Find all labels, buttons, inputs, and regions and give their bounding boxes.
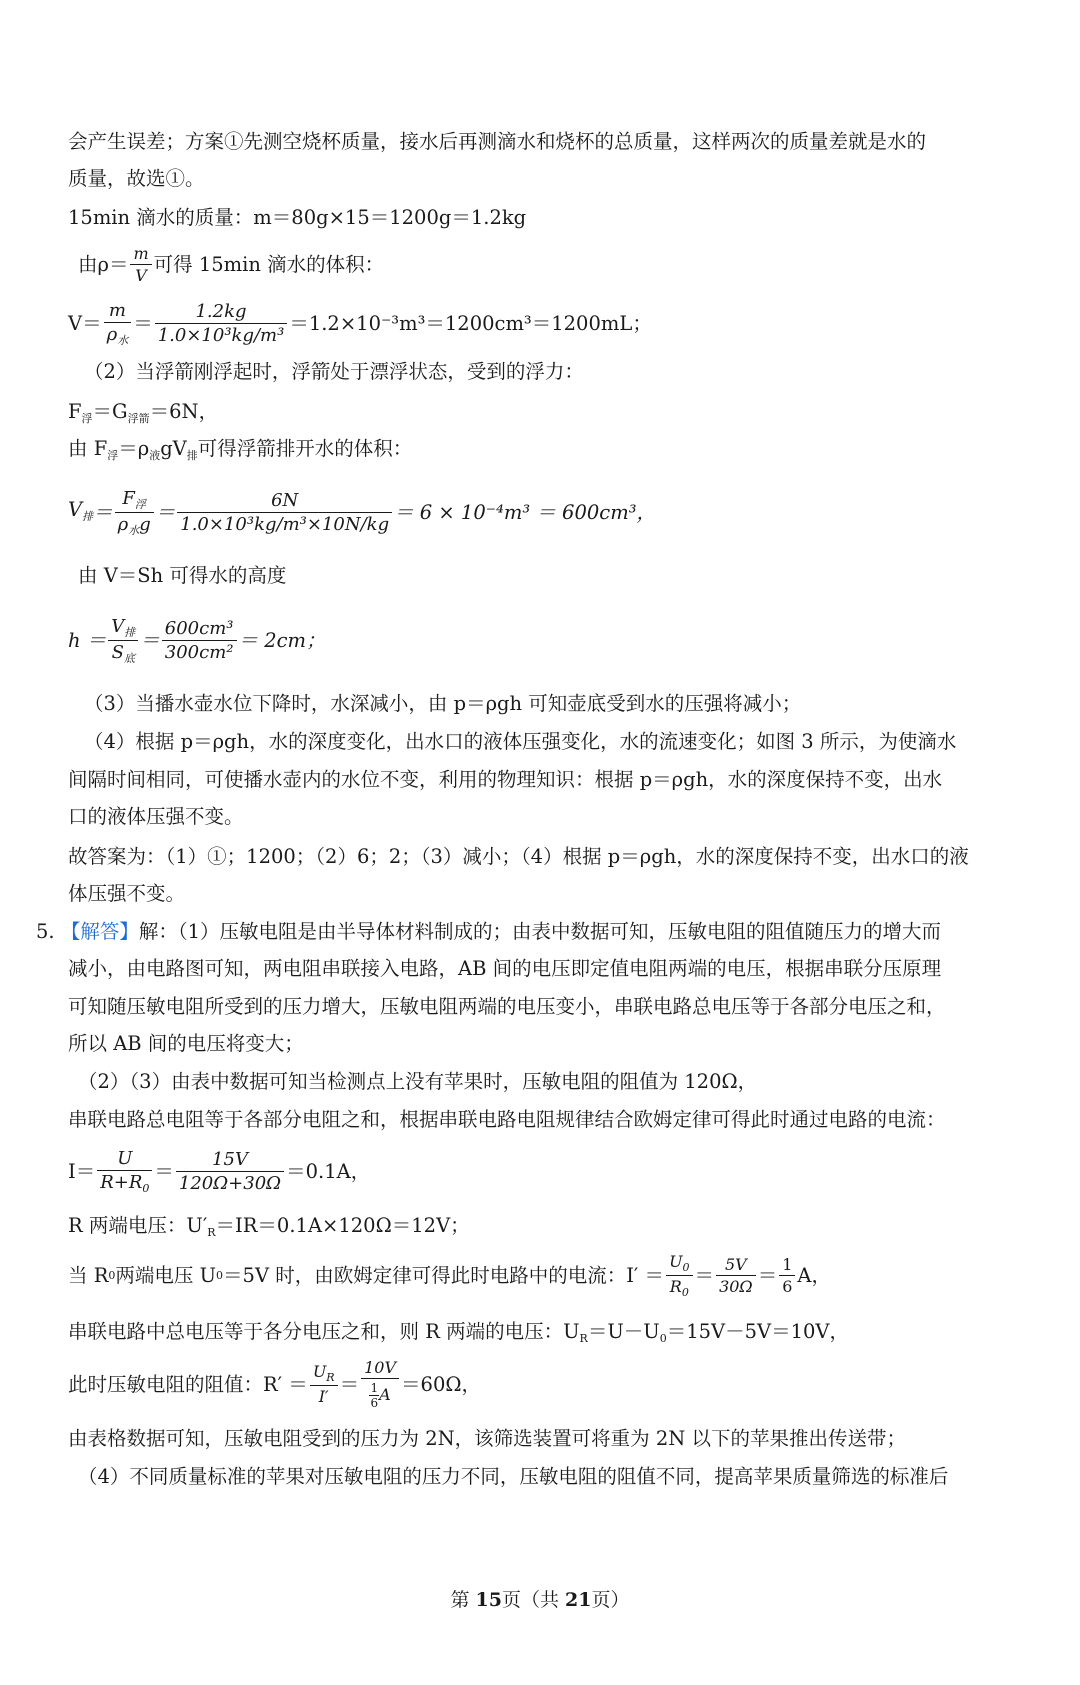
subscript: 0	[659, 1332, 667, 1345]
text-span: ＝ρ	[118, 437, 150, 460]
fraction	[130, 246, 151, 284]
text-span	[68, 496, 93, 531]
subscript: 0	[108, 1269, 116, 1282]
page-footer	[0, 1585, 1080, 1612]
numerator: m	[130, 246, 151, 265]
text-line: （3）当播水壶水位下降时，水深减小，由 p＝ρgh 可知壶底受到水的压强将减小；	[84, 692, 802, 715]
denominator	[108, 641, 138, 664]
fraction	[310, 1364, 338, 1405]
text-line: 质量，故选①。	[68, 167, 205, 190]
symbol: ρ	[117, 514, 129, 535]
text-span: 由 F	[68, 437, 108, 460]
text-span: ＝0.1A，	[286, 1160, 371, 1183]
symbol: F	[122, 488, 135, 509]
question-5-first-line	[36, 918, 996, 946]
symbol: g	[139, 514, 151, 535]
numerator: U	[97, 1150, 152, 1171]
symbol: R	[669, 1277, 682, 1296]
numerator	[666, 1254, 692, 1276]
text-line: 故答案为：（1）①；1200；（2）6；2；（3）减小；（4）根据 p＝ρgh，水的深度保持不变，出水口的液	[68, 845, 969, 868]
symbol: U	[312, 1362, 327, 1381]
text-span: ＝	[133, 312, 153, 335]
numerator: 1	[370, 1381, 379, 1395]
height-equation	[68, 618, 1028, 664]
question-number: 5.	[36, 920, 55, 943]
fraction	[115, 490, 154, 536]
text-span: 当 R	[68, 1264, 109, 1287]
subscript: R	[326, 1371, 335, 1384]
text-span: ＝	[339, 1372, 360, 1396]
numerator: m	[104, 302, 132, 323]
text-line	[68, 398, 1028, 433]
subscript: 排	[124, 626, 136, 639]
fraction	[155, 303, 288, 345]
fraction	[177, 492, 392, 534]
text-span: 第	[450, 1589, 476, 1611]
denominator: 300cm²	[164, 642, 234, 663]
text-span: A，	[797, 1264, 831, 1287]
text-span: ＝ 6 × 10⁻⁴m³ ＝ 600cm³，	[394, 501, 657, 524]
numerator: 6N	[177, 492, 392, 513]
fraction	[361, 1360, 399, 1409]
fraction	[104, 302, 132, 346]
denominator: 1.0×10³kg/m³	[157, 325, 285, 346]
text-line: （4）不同质量标准的苹果对压敏电阻的压力不同，压敏电阻的阻值不同，提高苹果质量筛选的标准后	[78, 1465, 949, 1488]
text-span: 可得浮箭排开水的体积：	[197, 437, 413, 460]
denominator: I′	[318, 1387, 329, 1406]
symbol: U	[669, 1252, 683, 1271]
text-span: ＝5V 时，由欧姆定律可得此时电路中的电流：I′ ＝	[223, 1264, 665, 1287]
text-line: 口的液体压强不变。	[68, 805, 244, 828]
numerator: 10V	[361, 1360, 399, 1379]
text-line	[68, 1212, 1028, 1247]
resistance-equation	[68, 1360, 1028, 1409]
text-line: 间隔时间相同，可使播水壶内的水位不变，利用的物理知识：根据 p＝ρgh，水的深度保持不变，出水	[68, 768, 943, 791]
numerator	[115, 490, 154, 513]
text-line: 会产生误差；方案①先测空烧杯质量，接水后再测滴水和烧杯的总质量，这样两次的质量差就是水的	[68, 130, 927, 153]
text-span: ＝6N，	[149, 400, 219, 423]
text-span: ＝ 2cm；	[238, 629, 326, 652]
fraction	[779, 1257, 795, 1295]
subscript: 水	[128, 524, 140, 537]
denominator: 120Ω+30Ω	[178, 1173, 282, 1194]
fraction	[162, 620, 237, 662]
text-line: 由 V＝Sh 可得水的高度	[78, 564, 287, 587]
numerator: 600cm³	[162, 620, 237, 641]
text-span: ＝G	[92, 400, 128, 423]
symbol: V	[111, 616, 125, 637]
text-span: R 两端电压：U′	[68, 1214, 208, 1237]
denominator	[104, 323, 132, 346]
text-line: 减小，由电路图可知，两电阻串联接入电路，AB 间的电压即定值电阻两端的电压，根据串联分压原理	[68, 957, 942, 980]
subscript: 底	[123, 652, 135, 665]
subscript: 液	[149, 449, 161, 462]
denominator: 30Ω	[719, 1277, 753, 1296]
volume-equation	[68, 302, 1028, 346]
subscript: 排	[82, 509, 94, 523]
text-span: ＝	[93, 501, 113, 524]
fraction	[176, 1151, 284, 1193]
subscript: R	[579, 1332, 588, 1345]
current-equation	[68, 1150, 1028, 1194]
text-span: ＝U－U	[587, 1320, 660, 1343]
text-span: ＝15V－5V＝10V，	[666, 1320, 849, 1343]
denominator: 6	[782, 1277, 793, 1296]
text-span: 串联电路中总电压等于各分电压之和，则 R 两端的电压：U	[68, 1320, 580, 1343]
text-span: 页）	[591, 1589, 630, 1611]
numerator: 1	[779, 1257, 795, 1276]
text-line: （4）根据 p＝ρgh，水的深度变化，出水口的液体压强变化，水的流速变化；如图 3 所示，为使滴水	[84, 730, 957, 753]
text-line: 可知随压敏电阻所受到的压力增大，压敏电阻两端的电压变小，串联电路总电压等于各部分电压之和，	[68, 995, 946, 1018]
text-span: 可得 15min 滴水的体积：	[153, 253, 385, 276]
fraction	[666, 1254, 692, 1298]
density-formula-line	[78, 246, 1038, 284]
subscript: R	[207, 1226, 216, 1239]
denominator	[97, 1171, 152, 1194]
subscript: 浮	[107, 449, 119, 462]
text-span: V＝	[68, 312, 102, 335]
text-span: 两端电压 U	[115, 1264, 217, 1287]
denominator	[666, 1276, 692, 1298]
text-line: 串联电路总电阻等于各部分电阻之和，根据串联电路电阻规律结合欧姆定律可得此时通过电路的电流：	[68, 1108, 946, 1131]
subscript: 0	[216, 1269, 224, 1282]
numerator: 1.2kg	[155, 303, 288, 324]
text-line	[68, 1318, 1028, 1353]
denominator: 1.0×10³kg/m³×10N/kg	[180, 514, 390, 535]
page-number: 15	[475, 1589, 502, 1611]
text-line: （2）（3）由表中数据可知当检测点上没有苹果时，压敏电阻的阻值为 120Ω，	[78, 1070, 758, 1093]
fraction	[108, 618, 138, 664]
text-span: h ＝	[68, 629, 107, 652]
numerator	[310, 1364, 338, 1386]
text-span: 页（共	[501, 1589, 566, 1611]
subscript: 排	[186, 449, 198, 462]
text-span: 由ρ＝	[78, 253, 129, 276]
total-pages: 21	[565, 1589, 592, 1611]
text-span: gV	[160, 437, 187, 460]
fraction	[97, 1150, 152, 1194]
text-line: 所以 AB 间的电压将变大；	[68, 1032, 304, 1055]
text-span: ＝IR＝0.1A×120Ω＝12V；	[215, 1214, 470, 1237]
fraction	[716, 1257, 756, 1295]
denominator	[115, 513, 154, 536]
subscript: 0	[142, 1182, 150, 1195]
text-line: 15min 滴水的质量：m＝80g×15＝1200g＝1.2kg	[68, 206, 527, 229]
symbol: ρ	[106, 324, 118, 345]
text-span: F	[68, 400, 82, 423]
subscript: 浮	[134, 498, 146, 511]
displaced-volume-equation	[68, 490, 1028, 536]
text-span: ＝	[757, 1264, 778, 1287]
numerator	[108, 618, 138, 641]
text-line: 由表格数据可知，压敏电阻受到的压力为 2N，该筛选装置可将重为 2N 以下的苹果推出传送带；	[68, 1427, 907, 1450]
denominator	[361, 1379, 399, 1409]
symbol: S	[111, 642, 124, 663]
text-span: ＝1.2×10⁻³m³＝1200cm³＝1200mL；	[289, 312, 652, 335]
text-span: ＝	[140, 629, 160, 652]
text-line: 体压强不变。	[68, 882, 186, 905]
symbol: R+R	[100, 1172, 143, 1193]
subscript: 浮箭	[127, 412, 150, 425]
nested-fraction	[369, 1382, 379, 1409]
subscript: 0	[681, 1286, 689, 1299]
text-span: ＝60Ω，	[401, 1372, 482, 1396]
text-line: （2）当浮箭刚浮起时，浮箭处于漂浮状态，受到的浮力：	[84, 360, 584, 383]
subscript: 浮	[81, 412, 93, 425]
text-span: 此时压敏电阻的阻值：R′ ＝	[68, 1372, 308, 1396]
answer-tag: 【解答】	[60, 920, 139, 943]
unit: A	[379, 1385, 391, 1404]
symbol: V	[68, 497, 83, 521]
text-span: I＝	[68, 1160, 96, 1183]
text-line	[68, 435, 1028, 470]
text-span: ＝	[154, 1160, 174, 1183]
denominator: 6	[370, 1396, 379, 1410]
subscript: 0	[682, 1261, 690, 1274]
subscript: 水	[117, 334, 129, 347]
numerator: 5V	[716, 1257, 756, 1276]
numerator: 15V	[176, 1151, 284, 1172]
text-span: ＝	[155, 501, 176, 524]
current-r0-equation	[68, 1254, 1028, 1298]
text-span: 解：（1）压敏电阻是由半导体材料制成的；由表中数据可知，压敏电阻的阻值随压力的增大而	[138, 920, 941, 943]
denominator: V	[135, 266, 147, 285]
text-span: ＝	[694, 1264, 715, 1287]
